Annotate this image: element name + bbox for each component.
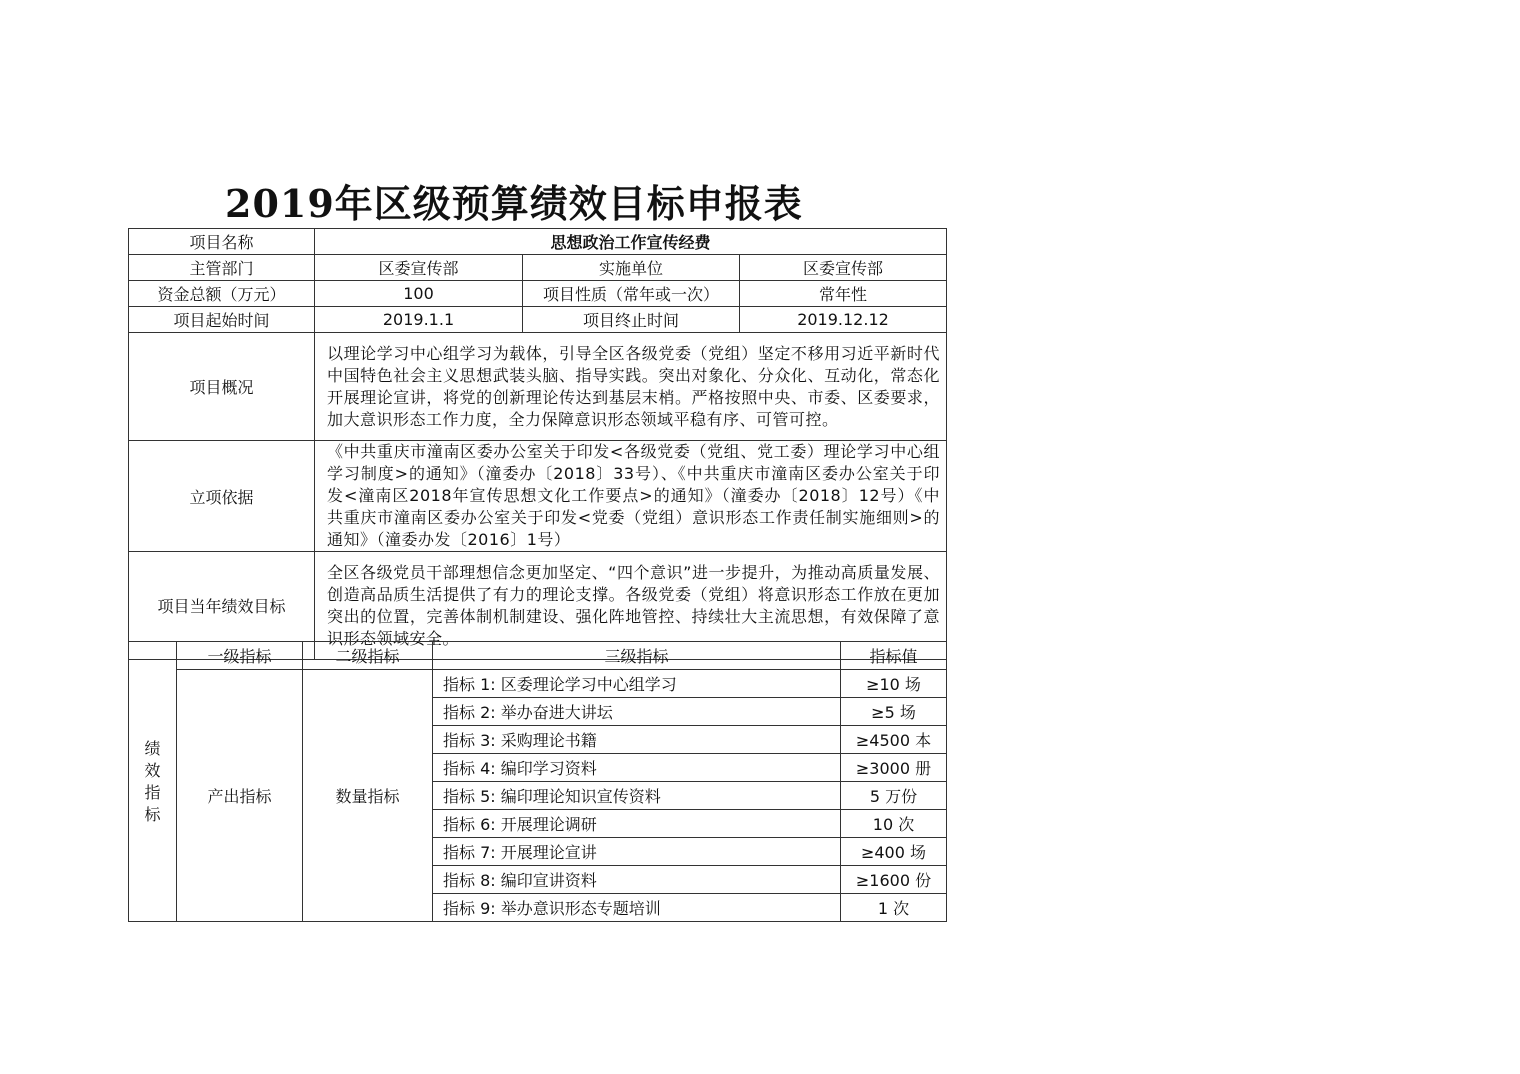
basis-text: 《中共重庆市潼南区委办公室关于印发<各级党委（党组、党工委）理论学习中心组学习制度>的通知》（潼委办〔2018〕33号）、《中共重庆市潼南区委办公室关于印发<潼南区2018年宣传思想文化工作要点>的通知》（潼委办〔2018〕12号）《中共重庆市潼南区委办公室关于印发<党委（党组）意识形态工作责任制实施细则>的通知》（潼委办发〔2016〕1号） — [315, 441, 947, 552]
goal-text: 全区各级党员干部理想信念更加坚定、“四个意识”进一步提升，为推动高质量发展、创造高品质生活提供了有力的理论支撑。各级党委（党组）将意识形态工作放在更加突出的位置，完善体制机制建设、强化阵地管控、持续壮大主流思想，有效保障了意识形态领域安全。 — [315, 552, 947, 660]
goal-label: 项目当年绩效目标 — [129, 552, 315, 660]
indicator-name: 指标 4: 编印学习资料 — [433, 754, 841, 782]
indicator-value: ≥400 场 — [841, 838, 947, 866]
indicator-value: ≥3000 册 — [841, 754, 947, 782]
page-title: 2019年区级预算绩效目标申报表 — [225, 181, 803, 226]
funds-value: 100 — [315, 281, 523, 307]
nature-label: 项目性质（常年或一次） — [523, 281, 740, 307]
impl-value: 区委宣传部 — [740, 255, 947, 281]
indicator-value: ≥1600 份 — [841, 866, 947, 894]
indicator-value: 10 次 — [841, 810, 947, 838]
kpi-header-level2: 二级指标 — [303, 642, 433, 670]
row-department — [129, 255, 947, 281]
end-value: 2019.12.12 — [740, 307, 947, 333]
basis-label: 立项依据 — [129, 441, 315, 552]
kpi-header-row — [129, 642, 947, 670]
indicator-name: 指标 8: 编印宣讲资料 — [433, 866, 841, 894]
indicator-name: 指标 6: 开展理论调研 — [433, 810, 841, 838]
kpi-level1-value: 产出指标 — [177, 670, 303, 922]
row-funds — [129, 281, 947, 307]
indicator-name: 指标 3: 采购理论书籍 — [433, 726, 841, 754]
indicator-name: 指标 1: 区委理论学习中心组学习 — [433, 670, 841, 698]
indicator-name: 指标 9: 举办意识形态专题培训 — [433, 894, 841, 922]
overview-label: 项目概况 — [129, 333, 315, 441]
project-info-table — [128, 228, 947, 660]
nature-value: 常年性 — [740, 281, 947, 307]
indicator-value: 1 次 — [841, 894, 947, 922]
kpi-side-label-text: 绩效指标 — [144, 738, 161, 824]
start-label: 项目起始时间 — [129, 307, 315, 333]
indicator-value: ≥5 场 — [841, 698, 947, 726]
start-value: 2019.1.1 — [315, 307, 523, 333]
funds-label: 资金总额（万元） — [129, 281, 315, 307]
dept-value: 区委宣传部 — [315, 255, 523, 281]
end-label: 项目终止时间 — [523, 307, 740, 333]
row-basis — [129, 441, 947, 552]
indicator-name: 指标 7: 开展理论宣讲 — [433, 838, 841, 866]
indicator-value: ≥10 场 — [841, 670, 947, 698]
overview-text: 以理论学习中心组学习为载体，引导全区各级党委（党组）坚定不移用习近平新时代中国特色社会主义思想武装头脑、指导实践。突出对象化、分众化、互动化，常态化开展理论宣讲，将党的创新理论传达到基层末梢。严格按照中央、市委、区委要求，加大意识形态工作力度，全力保障意识形态领域平稳有序、可管可控。 — [315, 333, 947, 441]
row-dates — [129, 307, 947, 333]
row-overview — [129, 333, 947, 441]
indicator-value: ≥4500 本 — [841, 726, 947, 754]
indicator-name: 指标 5: 编印理论知识宣传资料 — [433, 782, 841, 810]
dept-label: 主管部门 — [129, 255, 315, 281]
row-project-name — [129, 229, 947, 255]
kpi-level2-value: 数量指标 — [303, 670, 433, 922]
kpi-table — [128, 641, 947, 922]
indicator-name: 指标 2: 举办奋进大讲坛 — [433, 698, 841, 726]
kpi-header-value: 指标值 — [841, 642, 947, 670]
indicator-value: 5 万份 — [841, 782, 947, 810]
kpi-side-label — [129, 642, 177, 922]
impl-label: 实施单位 — [523, 255, 740, 281]
kpi-header-level3: 三级指标 — [433, 642, 841, 670]
table-row — [129, 670, 947, 698]
project-name-value: 思想政治工作宣传经费 — [315, 229, 947, 255]
kpi-header-level1: 一级指标 — [177, 642, 303, 670]
project-name-label: 项目名称 — [129, 229, 315, 255]
